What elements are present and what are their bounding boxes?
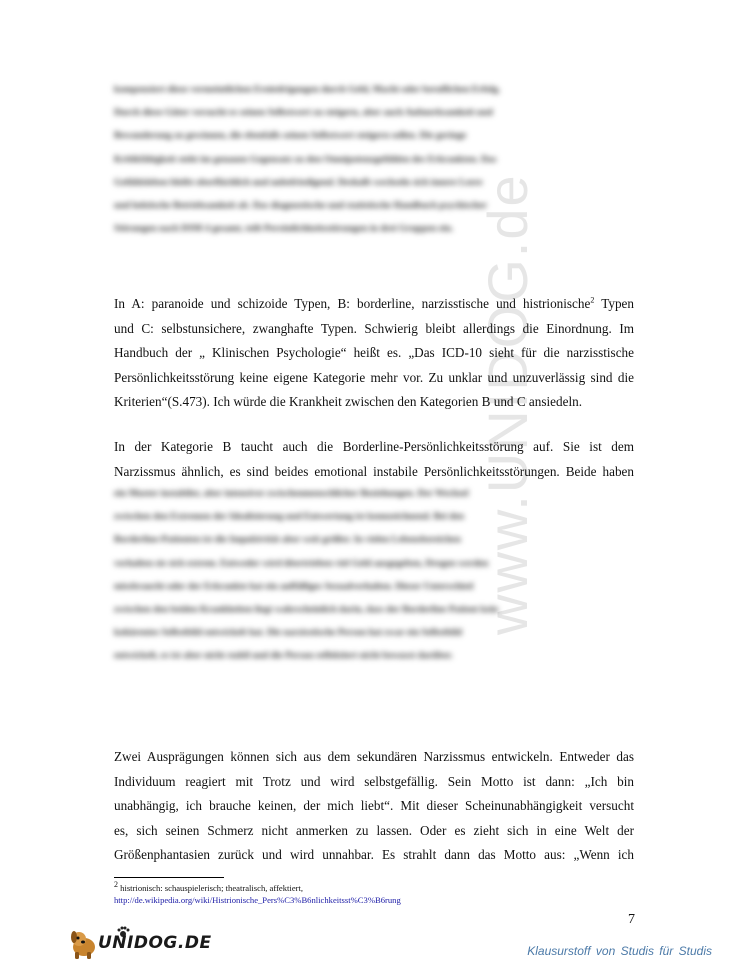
blurred-line: kohärentes Selbstbild entwickelt hat. Die narzisstische Person hat zwar ein Selbstbild xyxy=(114,627,462,639)
footnote-reference: 2 xyxy=(590,295,595,305)
blurred-paragraph-middle xyxy=(114,482,634,668)
footnote-mark: 2 xyxy=(114,880,118,890)
footnote-divider xyxy=(114,877,224,878)
paragraph-line: Handbuch der „ Klinischen Psychologie“ heißt es. „Das ICD-10 sieht für die narzisstische xyxy=(114,345,634,361)
blurred-line: Bewunderung zu gewinnen, die ebenfalls seinen Selbstwert steigern sollen. Die geringe xyxy=(114,130,467,142)
paragraph-line: und C: selbstunsichere, zwanghafte Typen. Schwierig bleibt allerdings die Einordnung. Im xyxy=(114,320,634,336)
blurred-line: Gefühlsleben bleibt oberflächlich und unbefriedigend. Deshalb wechseln sich innere Leere xyxy=(114,176,483,188)
paragraph-borderline xyxy=(114,435,634,484)
paragraph-line: In der Kategorie B taucht auch die Borderline-Persönlichkeitsstörung auf. Sie ist dem xyxy=(114,439,634,454)
logo-text: UNIDOG.DE xyxy=(98,933,212,953)
blurred-line: verhalten sie sich extrem. Entweder wird übertrieben viel Geld ausgegeben, Drogen werden xyxy=(114,557,489,569)
paragraph-secondary-narcissism xyxy=(114,745,634,868)
footnote-text: histrionisch: schauspielerisch; theatralisch, affektiert, xyxy=(118,883,304,893)
blurred-line: zwischen den beiden Krankheiten liegt wahrscheinlich darin, dass der Borderline Patient kein xyxy=(114,604,499,616)
watermark: www.UNIDOG.de xyxy=(476,173,539,635)
blurred-line: Borderline-Patienten ist die Impulsivität aber weit größer. In vielen Lebensbereichen xyxy=(114,534,461,546)
blurred-line: kompensiert diese vermeintlichen Erniedrigungen durch Geld, Macht oder beruflichen Erfolg. xyxy=(114,84,501,95)
line-text: Typen xyxy=(594,296,634,311)
blurred-line: missbraucht oder der Erkrankte hat ein auffälliges Sexualverhalten. Dieser Unterschied xyxy=(114,580,474,592)
line-text: In A: paranoide und schizoide Typen, B: borderline, narzisstische und histrionische xyxy=(114,296,591,311)
unidog-logo xyxy=(66,925,212,961)
blurred-line: zwischen den Extremen der Idealisierung und Entwertung ist kennzeichnend. Bei den xyxy=(114,511,465,523)
paragraph-classification xyxy=(114,292,634,415)
blurred-paragraph-top xyxy=(114,78,634,240)
blurred-line: ein Muster instabiler, aber intensiver zwischenmenschlicher Beziehungen. Der Wechsel xyxy=(114,488,469,499)
paragraph-line: Zwei Ausprägungen können sich aus dem sekundären Narzissmus entwickeln. Entweder das xyxy=(114,749,634,764)
footnote-text-line xyxy=(114,882,401,894)
dog-icon xyxy=(66,925,102,961)
footnote-link[interactable]: http://de.wikipedia.org/wiki/Histrionische_Pers%C3%B6nlichkeitsst%C3%B6rung xyxy=(114,895,401,905)
footnote xyxy=(114,882,401,906)
blurred-line: Störungen nach DSM 4 gesamt, teilt Persönlichkeitsstörungen in drei Gruppen ein. xyxy=(114,223,454,235)
paragraph-line: Größenphantasien zurück und wird unnahbar. Es strahlt dann das Motto aus: „Wenn ich xyxy=(114,847,634,863)
footer-tagline: Klausurstoff von Studis für Studis xyxy=(527,944,712,958)
blurred-line: entwickelt, es ist aber nicht stabil und die Person reflektiert nicht bewusst darüber. xyxy=(114,650,453,662)
paragraph-line: es, sich seinen Schmerz nicht anmerken zu lassen. Oder es zieht sich in eine Welt der xyxy=(114,822,634,838)
blurred-line: Kritikfähigkeit steht im genauen Gegensatz zu den Omnipotenzgefühlen des Erkrankten. Das xyxy=(114,153,497,165)
paragraph-line xyxy=(114,292,634,317)
paragraph-line: Individuum reagiert mit Trotz und wird selbstgefällig. Sein Motto ist dann: „Ich bin xyxy=(114,773,634,789)
blurred-line: und hektische Betriebsamkeit ab. Das diagnostische und statistische Handbuch psychischer xyxy=(114,200,488,212)
paragraph-line: Kriterien“(S.473). Ich würde die Krankheit zwischen den Kategorien B und C ansiedeln. xyxy=(114,394,583,410)
blurred-line: Durch diese Güter versucht es seinen Selbstwert zu steigern, aber auch Aufmerksamkeit und xyxy=(114,107,493,119)
paragraph-line: unabhängig, ich brauche keinen, der mich liebt“. Mit dieser Scheinunabhängigkeit versucht xyxy=(114,798,634,814)
paragraph-line: Narzissmus ähnlich, es sind beides emotional instabile Persönlichkeitsstörungen. Beide haben xyxy=(114,463,634,479)
paragraph-line: Persönlichkeitsstörung keine eigene Kategorie mehr vor. Zu unklar und unzuverlässig sind die xyxy=(114,369,634,385)
page-number: 7 xyxy=(628,912,635,927)
